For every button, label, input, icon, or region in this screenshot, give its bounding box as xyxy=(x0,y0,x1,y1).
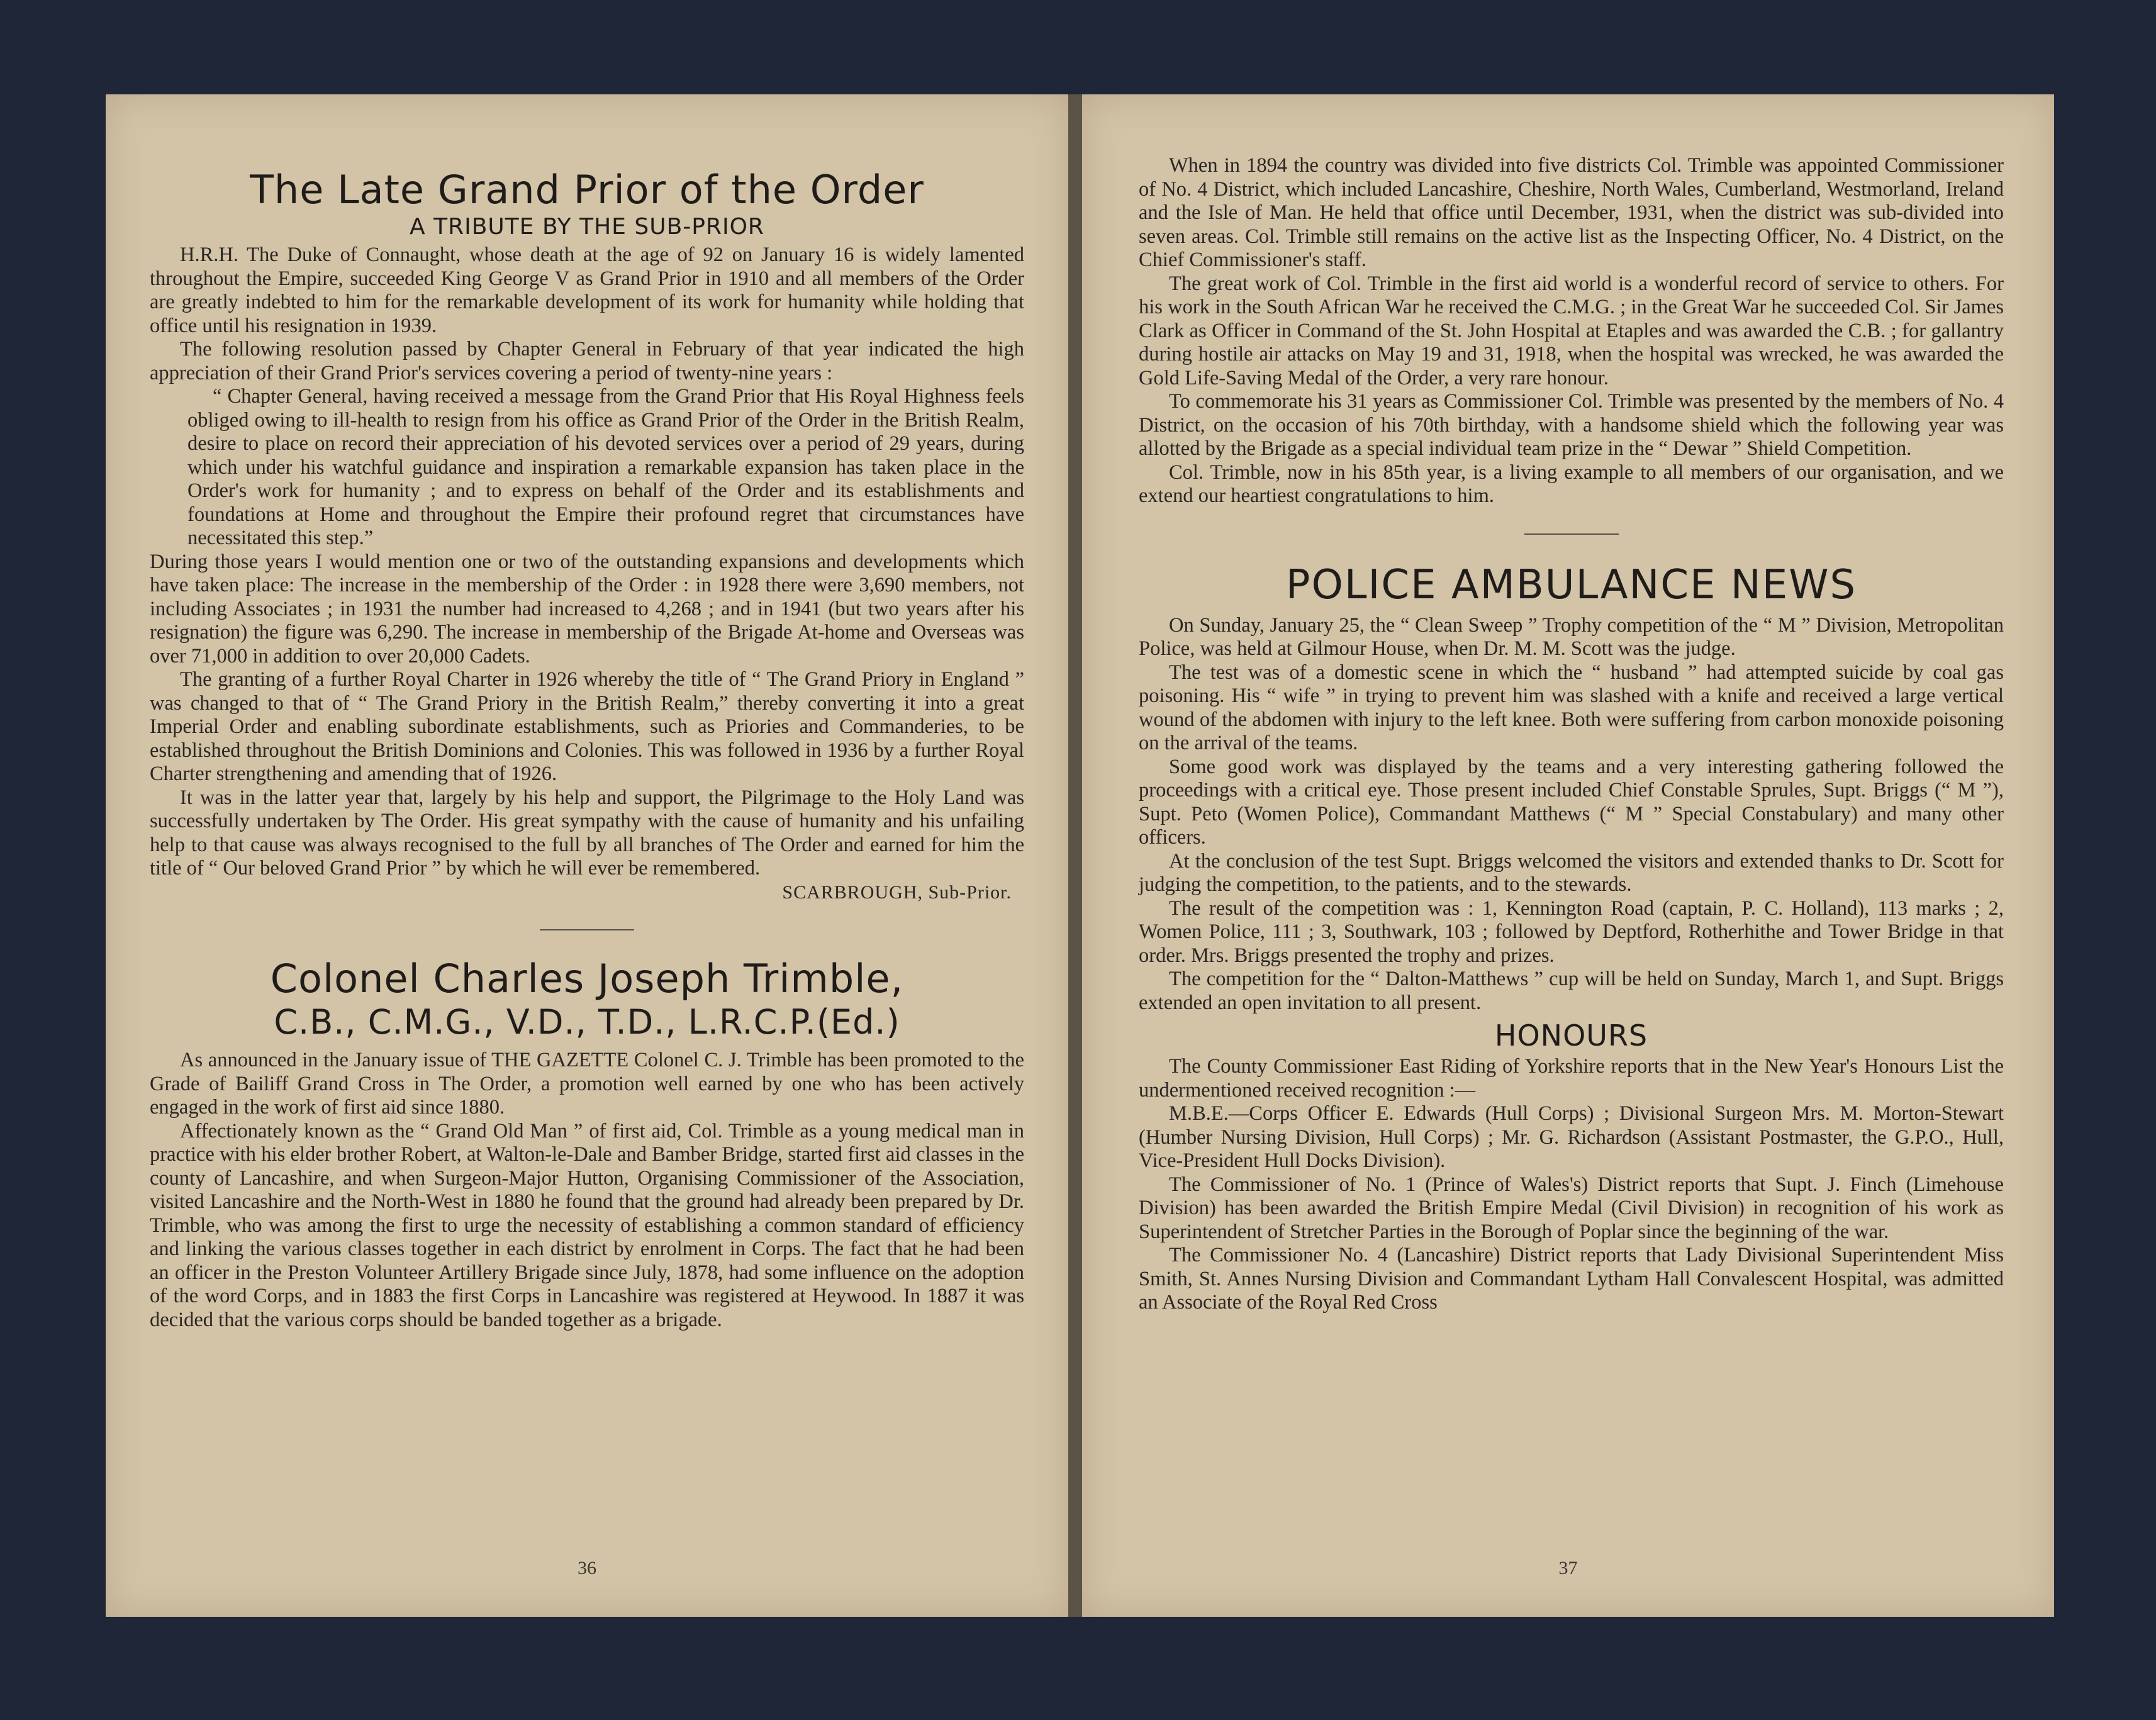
paragraph: The following resolution passed by Chapter General in February of that year indicated the high appreciation of their Grand Prior's services covering a period of twenty-nine years : xyxy=(150,338,1024,384)
section-divider xyxy=(540,929,634,930)
paragraph: When in 1894 the country was divided into five districts Col. Trimble was appointed Commissioner of No. 4 District, which included Lancashire, Cheshire, North Wales, Cumberland, Westmorland, Ireland and the Isle of Man. He held that office until December, 1931, when the district was sub-divided into seven areas. Col. Trimble still remains on the active list as the Inspecting Officer, No. 4 District, on the Chief Commissioner's staff. xyxy=(1139,154,2004,271)
paragraph: M.B.E.—Corps Officer E. Edwards (Hull Corps) ; Divisional Surgeon Mrs. M. Morton-Stewart (Humber Nursing Division, Hull Corps) ; Mr. G. Richardson (Assistant Postmaster, the G.P.O., Hull, Vice-President Hull Docks Division). xyxy=(1139,1102,2004,1172)
paragraph: The great work of Col. Trimble in the first aid world is a wonderful record of service to others. For his work in the South African War he received the C.M.G. ; in the Great War he succeeded Col. Sir James Clark as Officer in Command of the St. John Hospital at Etaples and was awarded the C.B. ; for gallantry during hostile air attacks on May 19 and 31, 1918, when the hospital was wrecked, he was awarded the Gold Life-Saving Medal of the Order, a very rare honour. xyxy=(1139,272,2004,389)
paragraph: As announced in the January issue of THE GAZETTE Colonel C. J. Trimble has been promoted to the Grade of Bailiff Grand Cross in The Order, a promotion well earned by one who has been actively engaged in the work of first aid since 1880. xyxy=(150,1049,1024,1119)
section-divider xyxy=(1524,533,1619,535)
paragraph: The Commissioner of No. 1 (Prince of Wales's) District reports that Supt. J. Finch (Limehouse Division) has been awarded the British Empire Medal (Civil Division) in recognition of his work as Superintendent of Stretcher Parties in the Borough of Poplar since the beginning of the war. xyxy=(1139,1173,2004,1243)
paragraph: During those years I would mention one or two of the outstanding expansions and developments which have taken place: The increase in the membership of the Order : in 1928 there were 3,690 members, not including Associates ; in 1931 the number had increased to 4,268 ; and in 1941 (but two years after his resignation) the figure was 6,290. The increase in membership of the Brigade At-home and Overseas was over 71,000 in addition to over 20,000 Cadets. xyxy=(150,550,1024,667)
paragraph: Col. Trimble, now in his 85th year, is a living example to all members of our organisation, and we extend our heartiest congratulations to him. xyxy=(1139,461,2004,507)
paragraph: Affectionately known as the “ Grand Old Man ” of first aid, Col. Trimble as a young medical man in practice with his elder brother Robert, at Walton-le-Dale and Bamber Bridge, started first aid classes in the county of Lancashire, and when Surgeon-Major Hutton, Organising Commissioner of the Association, visited Lancashire and the North-West in 1880 he found that the ground had already been prepared by Dr. Trimble, who was among the first to urge the necessity of establishing a common standard of efficiency and linking the various classes together in each district by enrolment in Corps. The fact that he had been an officer in the Preston Volunteer Artillery Brigade since July, 1878, had some influence on the adoption of the word Corps, and in 1883 the first Corps in Lancashire was registered at Heywood. In 1887 it was decided that the various corps should be banded together as a brigade. xyxy=(150,1119,1024,1331)
signature: SCARBROUGH, Sub-Prior. xyxy=(782,881,1012,903)
paragraph: The test was of a domestic scene in which the “ husband ” had attempted suicide by coal gas poisoning. His “ wife ” in trying to prevent him was slashed with a knife and received a large vertical wound of the abdomen with injury to the left knee. Both were suffering from carbon monoxide poisoning on the arrival of the teams. xyxy=(1139,661,2004,754)
paragraph: To commemorate his 31 years as Commissioner Col. Trimble was presented by the members of No. 4 District, on the occasion of his 70th birthday, with a handsome shield which the following year was allotted by the Brigade as a special individual team prize in the “ Dewar ” Shield Competition. xyxy=(1139,390,2004,460)
article-title-police-ambulance: POLICE AMBULANCE NEWS xyxy=(1285,561,1857,608)
page-number: 37 xyxy=(1558,1558,1578,1578)
article-title-trimble: Colonel Charles Joseph Trimble, xyxy=(270,956,904,1002)
paragraph: Some good work was displayed by the teams and a very interesting gathering followed the proceedings with a critical eye. Those present included Chief Constable Sprules, Supt. Briggs (“ M ”), Supt. Peto (Women Police), Commandant Matthews (“ M ” Special Constabulary) and many other officers. xyxy=(1139,755,2004,849)
paragraph: The Commissioner No. 4 (Lancashire) District reports that Lady Divisional Superintendent Miss Smith, St. Annes Nursing Division and Commandant Lytham Hall Convalescent Hospital, was admitted an Associate of the Royal Red Cross xyxy=(1139,1244,2004,1314)
paragraph: The result of the competition was : 1, Kennington Road (captain, P. C. Holland), 113 marks ; 2, Women Police, 111 ; 3, Southwark, 103 ; followed by Deptford, Rotherhithe and Tower Bridge in that order. Mrs. Briggs presented the trophy and prizes. xyxy=(1139,896,2004,967)
paragraph: It was in the latter year that, largely by his help and support, the Pilgrimage to the Holy Land was successfully undertaken by The Order. His great sympathy with the cause of humanity and his unfailing help to that cause was always recognised to the full by all branches of The Order and earned for him the title of “ Our beloved Grand Prior ” by which he will ever be remembered. xyxy=(150,786,1024,880)
article-title-trimble-honours: C.B., C.M.G., V.D., T.D., L.R.C.P.(Ed.) xyxy=(274,1002,900,1042)
article-title-grand-prior: The Late Grand Prior of the Order xyxy=(250,167,924,213)
paragraph: The granting of a further Royal Charter in 1926 whereby the title of “ The Grand Priory in England ” was changed to that of “ The Grand Priory in the British Realm,” thereby converting it into a great Imperial Order and enabling subordinate establishments, such as Priories and Commanderies, to be established throughout the British Dominions and Colonies. This was followed in 1936 by a further Royal Charter strengthening and amending that of 1926. xyxy=(150,668,1024,785)
paragraph: At the conclusion of the test Supt. Briggs welcomed the visitors and extended thanks to Dr. Scott for judging the competition, to the patients, and to the stewards. xyxy=(1139,849,2004,896)
paragraph: The County Commissioner East Riding of Yorkshire reports that in the New Year's Honours List the undermentioned received recognition :— xyxy=(1139,1055,2004,1102)
left-page xyxy=(106,94,1068,1617)
paragraph: The competition for the “ Dalton-Matthews ” cup will be held on Sunday, March 1, and Supt. Briggs extended an open invitation to all present. xyxy=(1139,968,2004,1014)
page-number: 36 xyxy=(578,1558,596,1578)
paragraph: On Sunday, January 25, the “ Clean Sweep ” Trophy competition of the “ M ” Division, Metropolitan Police, was held at Gilmour House, when Dr. M. M. Scott was the judge. xyxy=(1139,613,2004,660)
paragraph: H.R.H. The Duke of Connaught, whose death at the age of 92 on January 16 is widely lamented throughout the Empire, succeeded King George V as Grand Prior in 1910 and all members of the Order are greatly indebted to him for the remarkable development of its work for humanity while holding that office until his resignation in 1939. xyxy=(150,243,1024,337)
article-subtitle-tribute: A TRIBUTE BY THE SUB-PRIOR xyxy=(410,214,764,240)
resolution-quote: “ Chapter General, having received a message from the Grand Prior that His Royal Highness feels obliged owing to ill-health to resign from his office as Grand Prior of the Order in the British Realm, desire to place on record their appreciation of his devoted services over a period of 29 years, during which under his watchful guidance and inspiration a remarkable expansion has taken place in the Order's work for humanity ; and to express on behalf of the Order and its establishments and foundations at Home and throughout the Empire their profound regret that circumstances have necessitated this step.” xyxy=(187,385,1024,549)
right-page xyxy=(1082,94,2054,1617)
section-title-honours: HONOURS xyxy=(1494,1019,1648,1053)
book-gutter xyxy=(1068,94,1082,1617)
